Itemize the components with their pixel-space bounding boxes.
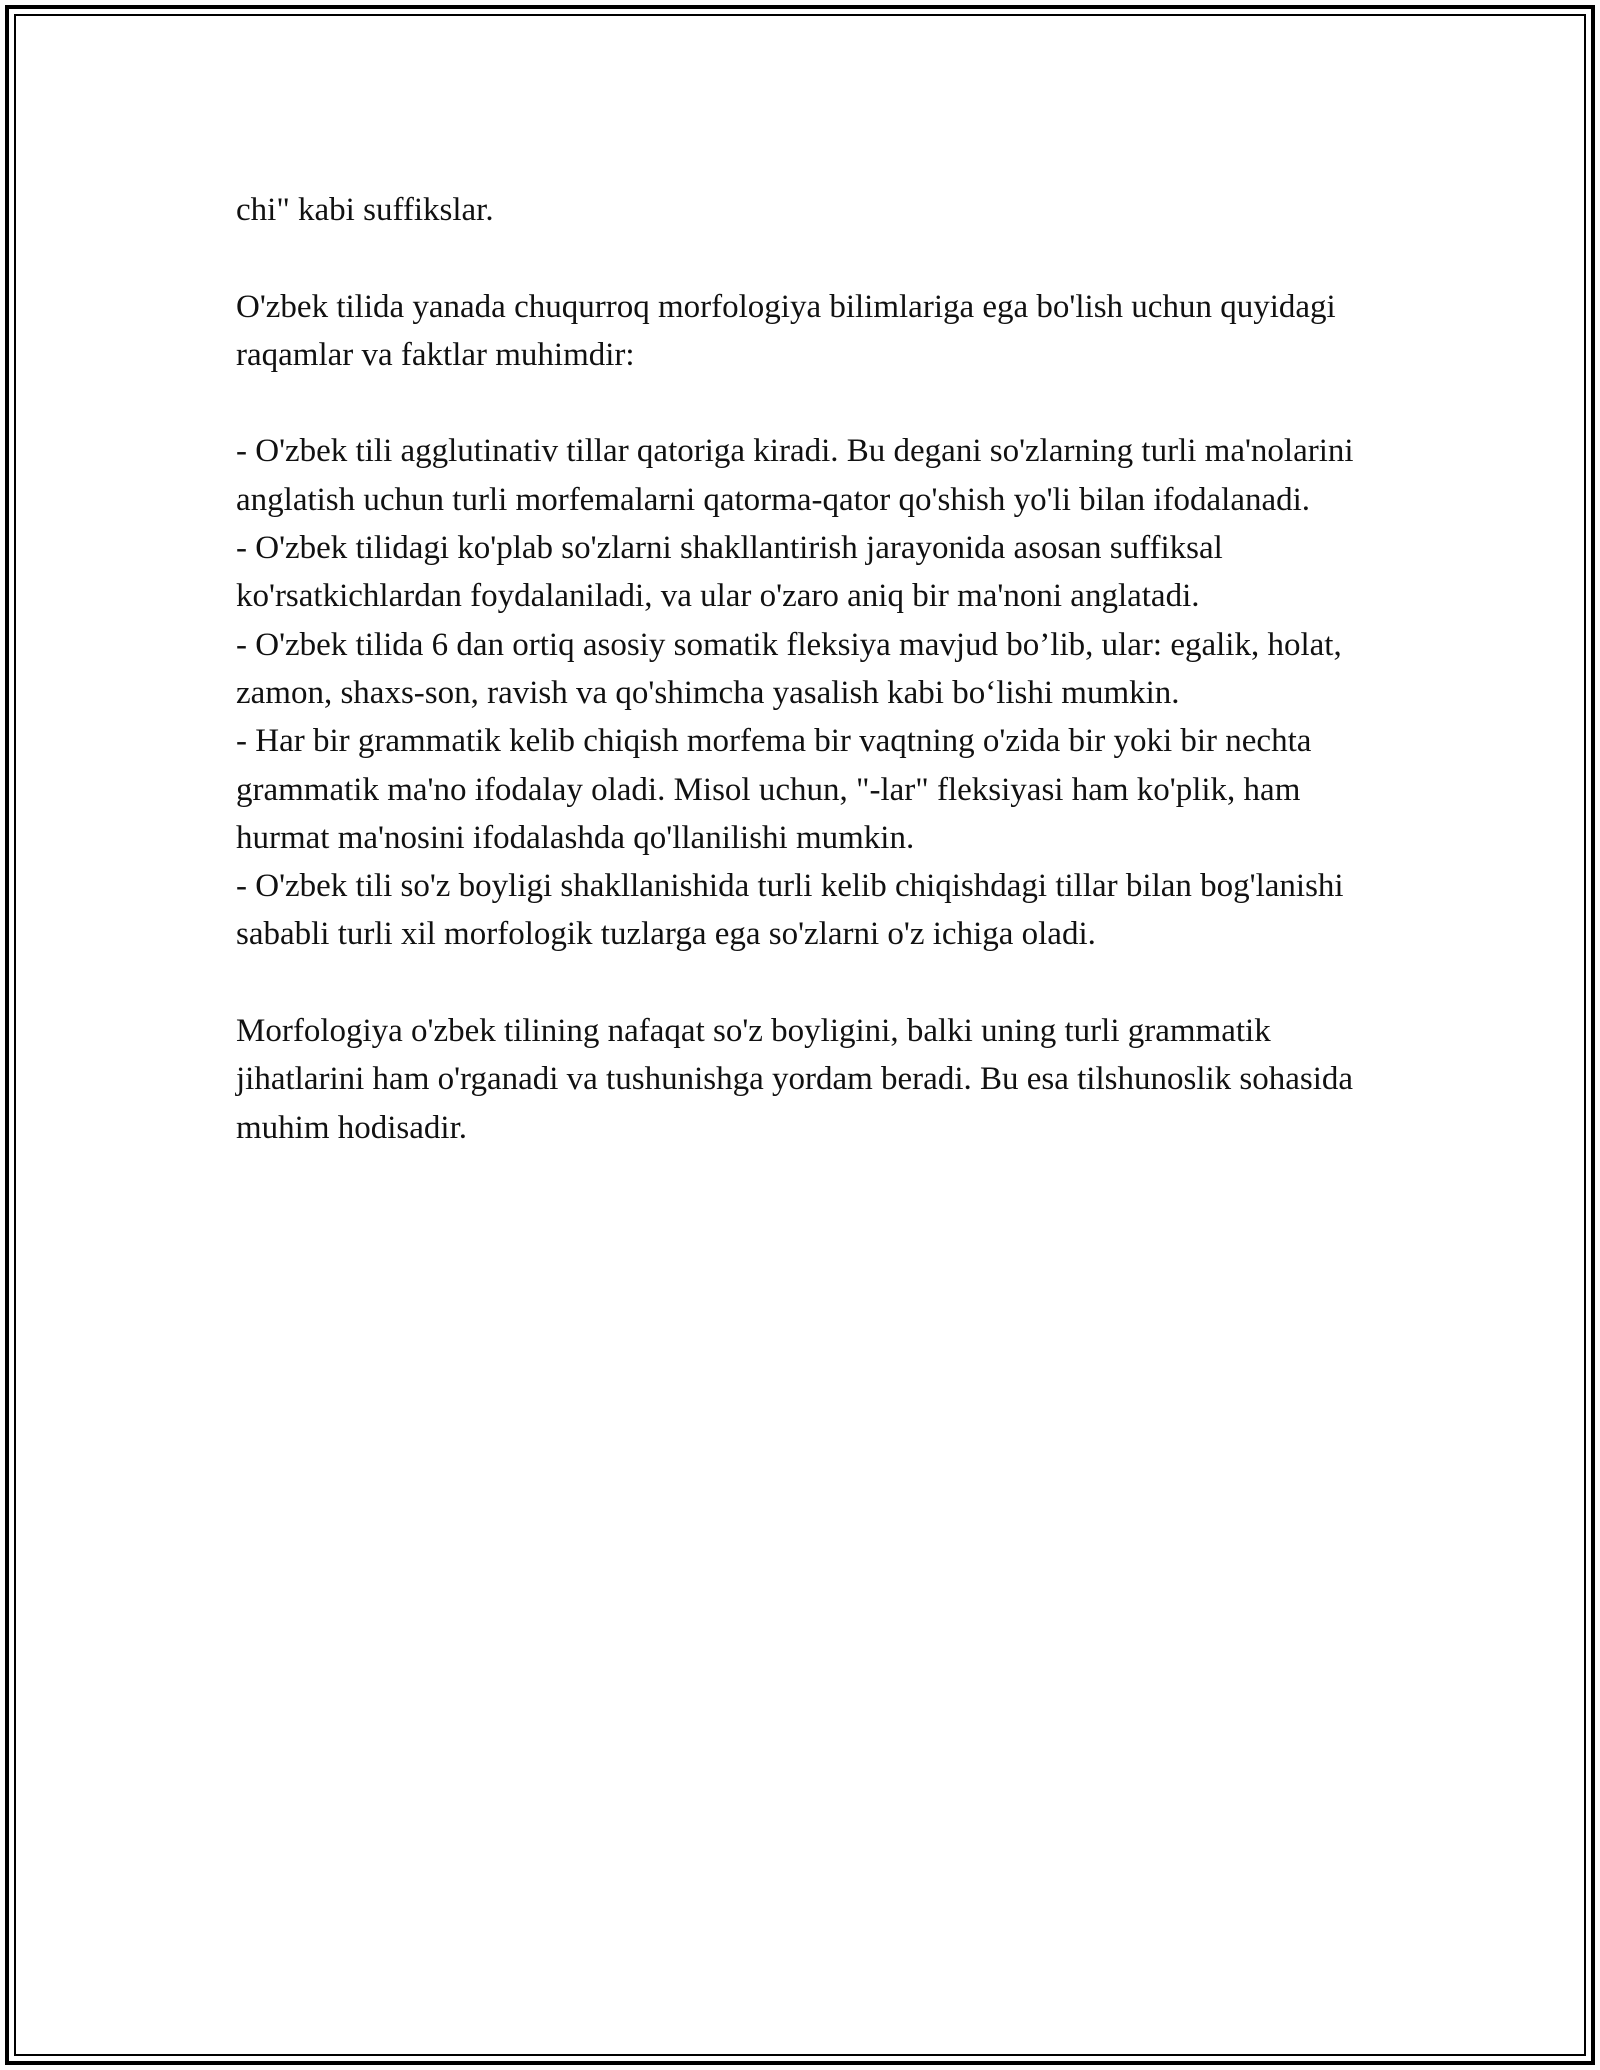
fact-item: - O'zbek tilidagi ko'plab so'zlarni shakllantirish jarayonida asosan suffiksal ko'rsatkichlardan foydalaniladi, va ular o'zaro aniq bir ma'noni anglatadi. [236,530,1223,615]
intro-paragraph: O'zbek tilida yanada chuqurroq morfologiya bilimlariga ega bo'lish uchun quyidagi raqamlar va faktlar muhimdir: [236,288,1336,373]
fact-item: - O'zbek tili agglutinativ tillar qatoriga kiradi. Bu degani so'zlarning turli ma'nolarini anglatish uchun turli morfemalarni qatorma-qator qo'shish yo'li bilan ifodalanadi. [236,433,1354,518]
paragraph-gap [236,234,1386,282]
paragraph-gap [236,379,1386,427]
fact-item: - Har bir grammatik kelib chiqish morfema bir vaqtning o'zida bir yoki bir nechta grammatik ma'no ifodalay oladi. Misol uchun, "-lar" fleksiyasi ham ko'plik, ham hurmat ma'nosini ifodalashda qo'llanilishi mumkin. [236,723,1312,856]
document-body [236,186,1386,1152]
conclusion-paragraph: Morfologiya o'zbek tilining nafaqat so'z boyligini, balki uning turli grammatik jihatlarini ham o'rganadi va tushunishga yordam beradi. Bu esa tilshunoslik sohasida muhim hodisadir. [236,1013,1354,1146]
fact-item: - O'zbek tili so'z boyligi shakllanishida turli kelib chiqishdagi tillar bilan bog'lanishi sababli turli xil morfologik tuzlarga ega so'zlarni o'z ichiga oladi. [236,868,1344,953]
fragment-paragraph: chi" kabi suffikslar. [236,192,494,228]
paragraph-gap [236,959,1386,1007]
fact-item: - O'zbek tilida 6 dan ortiq asosiy somatik fleksiya mavjud bo’lib, ular: egalik, holat, zamon, shaxs-son, ravish va qo'shimcha yasalish kabi bo‘lishi mumkin. [236,626,1342,711]
